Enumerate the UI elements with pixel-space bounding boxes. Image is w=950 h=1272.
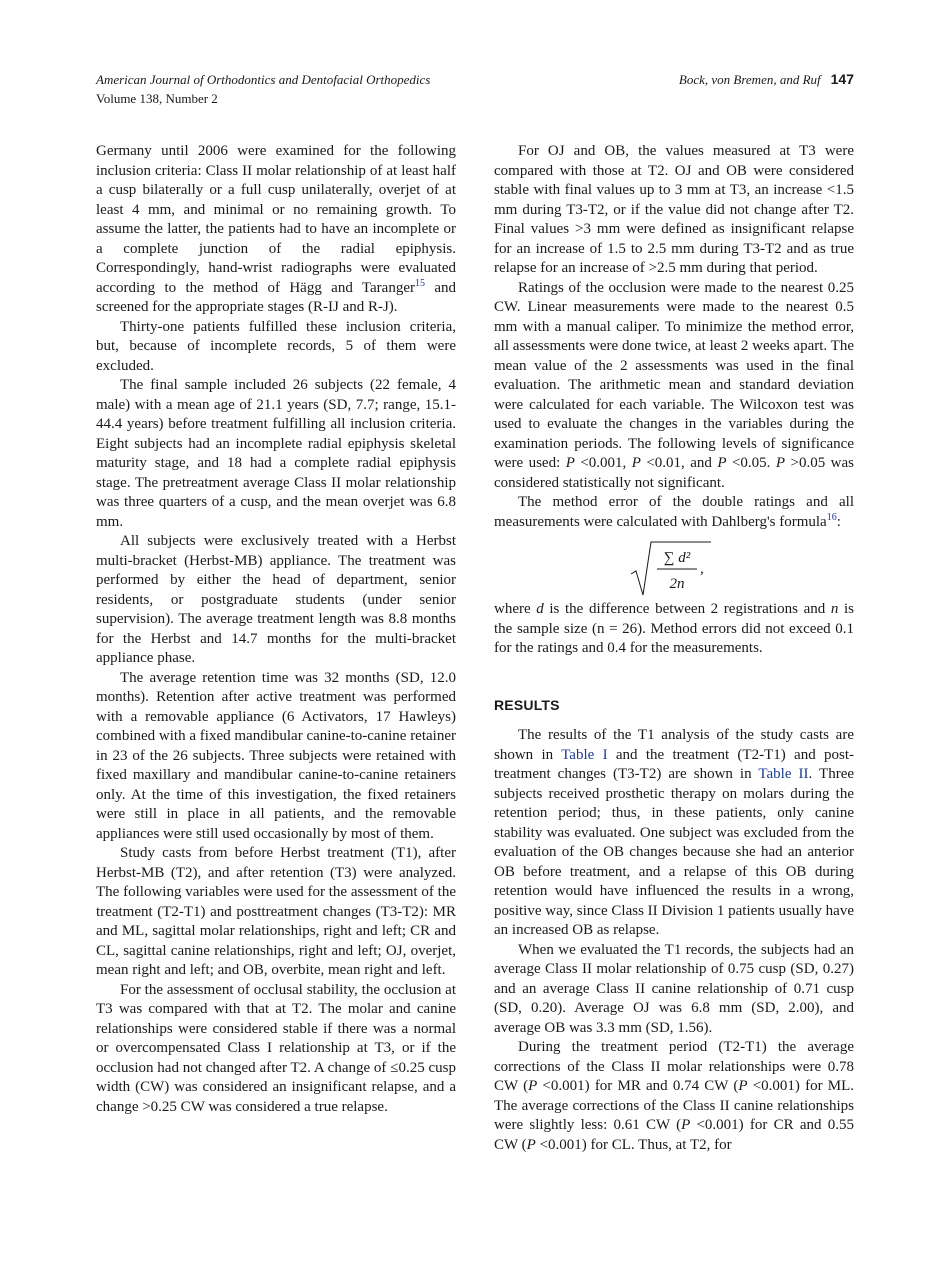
paragraph: During the treatment period (T2-T1) the average corrections of the Class II molar relationships were 0.78 CW (P <0.001) for MR and 0.74 CW (P <0.001) for ML. The average corrections of the Class II canine relationships were slightly less: 0.61 CW (P <0.001) for CR and 0.55 CW (P <0.001) for CL. Thus, at T2, for <box>494 1039 854 1153</box>
dahlberg-formula <box>494 538 854 600</box>
paragraph: The method error of the double ratings and all measurements were calculated with Dahlberg's formula$^{16}$: <box>494 494 854 530</box>
volume-label: Volume 138, Number 2 <box>96 91 218 106</box>
citation-link[interactable]: 16 <box>826 511 837 523</box>
formula-numerator: ∑ d² <box>663 550 691 566</box>
paragraph: Germany until 2006 were examined for the following inclusion criteria: Class II molar relationship of at least half a cusp bilaterally or a full cusp unilaterally, overjet of at least 4 mm, and minimal or no remaining growth. To assume the latter, the patients had to have an incomplete or a complete junction of the radial epiphysis. Correspondingly, hand-wrist radiographs were evaluated according to the method of Hägg and Taranger$^{15}$ and screened for the appropriate stages (R-IJ and R-J). <box>96 143 456 315</box>
formula-denominator: 2n <box>669 576 685 592</box>
paragraph: Ratings of the occlusion were made to the nearest 0.25 CW. Linear measurements were made to the nearest 0.5 mm with a manual caliper. To minimize the method error, all assessments were done twice, at least 2 weeks apart. The mean value of the 2 assessments was used in the final evaluation. The arithmetic mean and standard deviation were calculated for each variable. The Wilcoxon test was used to evaluate the changes in the variables during the examination periods. The following levels of significance were used: P <0.001, P <0.01, and P <0.05. P >0.05 was considered statistically not significant. <box>494 279 854 491</box>
table-link[interactable]: Table I <box>561 746 608 763</box>
journal-title: American Journal of Orthodontics and Dentofacial Orthopedics <box>96 72 431 87</box>
paragraph: The results of the T1 analysis of the study casts are shown in Table I and the treatment (T2-T1) and post-treatment changes (T3-T2) are shown in Table II. Three subjects received prosthetic therapy on molars during the retention period; thus, in these patients, only canine stability was evaluated. One subject was excluded from the evaluation of the OB changes because she had an anterior OB before treatment, and a relapse of this OB during retention would have influenced the results in a wrong, positive way, since Class II Division 1 patients usually have an increased OB as relapse. <box>494 727 855 938</box>
running-header-right <box>679 70 854 89</box>
page-number: 147 <box>830 71 854 87</box>
running-header-left <box>96 70 430 108</box>
paragraph: where d is the difference between 2 registrations and n is the sample size (n = 26). Method errors did not exceed 0.1 for the ratings and 0.4 for the measurements. <box>494 601 854 656</box>
paragraph: The final sample included 26 subjects (22 female, 4 male) with a mean age of 21.1 years (SD, 7.7; range, 15.1-44.4 years) before treatment fulfilling all inclusion criteria. Eight subjects had an incomplete radial epiphysis skeletal maturity stage, and 18 had a complete radial epiphysis stage. The pretreatment average Class II molar relationship was three quarters of a cusp, and the mean overjet was 6.8 mm. <box>96 377 456 530</box>
paragraph: For the assessment of occlusal stability, the occlusion at T3 was compared with that at T2. The molar and canine relationships were considered stable if there was a normal or overcompensated Class I relationship at T3, or if the occlusion had not changed after T2. A change of ≤0.25 cusp width (CW) was considered an insignificant relapse, and a change >0.25 CW was considered a true relapse. <box>96 981 456 1115</box>
citation-link[interactable]: 15 <box>414 277 425 289</box>
right-column <box>494 142 854 1155</box>
left-column <box>96 142 456 1117</box>
paragraph: Thirty-one patients fulfilled these inclusion criteria, but, because of incomplete records, 5 of them were excluded. <box>96 318 456 374</box>
paragraph: When we evaluated the T1 records, the subjects had an average Class II molar relationship of 0.75 cusp (SD, 0.27) and an average Class II canine relationship of 0.71 cusp (SD, 0.20). Average OJ was 6.8 mm (SD, 2.00), and average OB was 3.3 mm (SD, 1.56). <box>494 941 854 1036</box>
section-heading-results: RESULTS <box>494 696 560 713</box>
formula-graphic <box>629 538 719 598</box>
formula-comma: , <box>700 561 704 577</box>
table-link[interactable]: Table II <box>758 766 809 782</box>
paragraph: All subjects were exclusively treated with a Herbst multi-bracket (Herbst-MB) appliance. The treatment was performed by either the head of department, senior residents, or postgraduate students (under senior supervision). The average treatment length was 8.8 months for the Herbst and 14.7 months for the multi-bracket appliance phase. <box>96 533 456 666</box>
paragraph: For OJ and OB, the values measured at T3 were compared with those at T2. OJ and OB were considered stable with final values up to 3 mm at T3, an increase <1.5 mm during T3-T2, or if the value did not change after T2. Final values >3 mm were defined as insignificant relapse for an increase of 1.5 to 2.5 mm during T3-T2 and as true relapse for an increase of >2.5 mm during that period. <box>494 143 854 276</box>
paragraph: Study casts from before Herbst treatment (T1), after Herbst-MB (T2), and after retention (T3) were analyzed. The following variables were used for the assessment of the treatment (T2-T1) and posttreatment changes (T3-T2): MR and ML, sagittal molar relationships, right and left; CR and CL, sagittal canine relationships, right and left; OJ, overjet, mean right and left; and OB, overbite, mean right and left. <box>96 845 456 978</box>
paragraph: The average retention time was 32 months (SD, 12.0 months). Retention after active treatment was performed with a removable appliance (6 Activators, 17 Hawleys) combined with a fixed mandibular canine-to-canine retainer in 23 of the 26 subjects. Three subjects were retained with fixed maxillary and mandibular canine-to-canine retainers only. At the time of this investigation, the fixed retainers were still in place in all patients, and the removable appliances were still used occasionally by most of them. <box>96 669 456 842</box>
running-authors: Bock, von Bremen, and Ruf <box>678 72 821 87</box>
